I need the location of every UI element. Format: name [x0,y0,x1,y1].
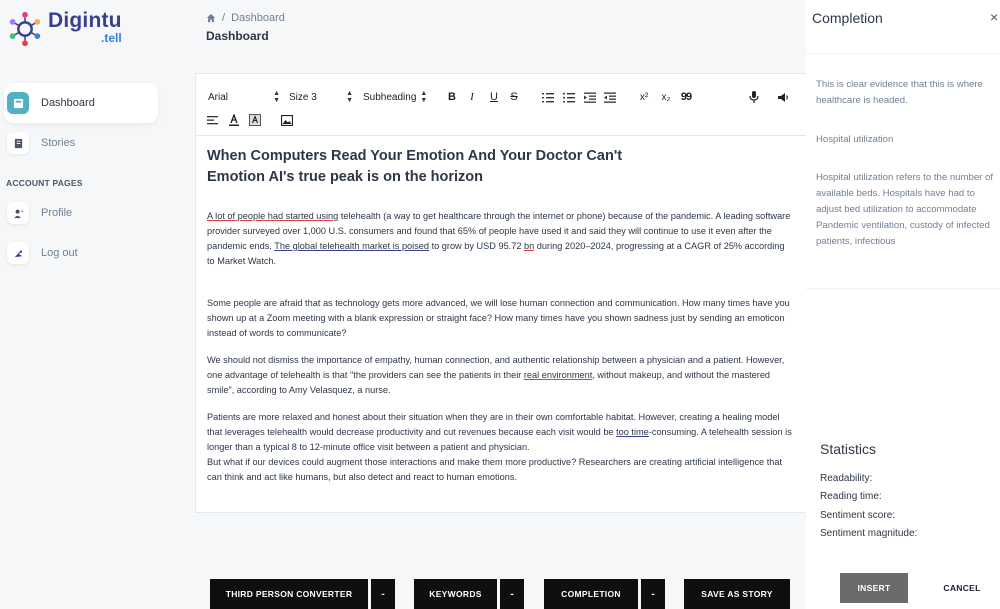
home-icon[interactable] [206,13,216,23]
align-left-icon [207,115,219,125]
completion-suggestion-1[interactable]: This is clear evidence that this is where healthcare is headed. [816,79,983,106]
stat-reading-time: Reading time: [820,491,882,502]
microphone-icon [749,91,759,103]
logout-icon [7,242,29,264]
completion-group [544,579,665,609]
profile-icon [7,202,29,224]
section-label-account: ACCOUNT PAGES [6,178,83,188]
select-caret-icon: ▲ ▼ [420,90,428,104]
logo[interactable] [6,10,122,48]
bullet-list-icon [563,92,575,103]
sidebar-item-label: Dashboard [41,97,95,109]
statistics-title: Statistics [820,441,877,457]
sidebar-item-profile[interactable] [4,193,158,233]
strikethrough-button[interactable]: S [510,91,518,103]
text-span: during 2020–2024, progressing at a CAGR of 25% according to Market Watch. [207,241,785,266]
spelling-flag[interactable]: bn [524,241,535,251]
indent-icon [584,92,596,103]
stat-readability: Readability: [820,473,873,484]
dashboard-icon [7,92,29,114]
completion-panel [806,0,1000,609]
bold-button[interactable]: B [448,91,456,103]
sidebar-item-label: Profile [41,207,73,219]
highlight-icon [249,114,261,126]
text-color-icon [228,114,240,126]
text-span: , without makeup, and without the mastered smile", according to Amy Velasquez, a nurse. [207,370,771,395]
close-icon[interactable]: × [990,9,999,25]
completion-toggle-button[interactable]: - [641,579,665,609]
logo-text [48,10,122,44]
outdent-icon [604,92,616,103]
bullet-list-button[interactable] [561,89,577,105]
cancel-button[interactable]: CANCEL [943,583,981,593]
third-person-converter-button[interactable]: THIRD PERSON CONVERTER [210,579,368,609]
editor-toolbar [196,74,806,136]
paragraph-3 [207,353,794,398]
text-span: We should not dismiss the importance of empathy, human connection, and authentic relationship between a physician and a patient. However, one advantage of telehealth is that "the providers can see the patients in their [207,355,785,380]
paragraph-1 [207,209,794,269]
third-person-group [210,579,395,609]
story-heading-line1: When Computers Read Your Emotion And Your Doctor Can't [207,148,623,164]
select-caret-icon: ▲ ▼ [346,90,353,104]
spelling-flag[interactable]: A lot of people had started using [207,211,339,221]
breadcrumb [206,12,285,24]
font-select[interactable] [208,88,280,106]
panel-divider [806,288,1000,289]
ordered-list-button[interactable] [540,89,556,105]
speaker-button[interactable] [776,89,792,105]
completion-button[interactable]: COMPLETION [544,579,638,609]
stat-sentiment-score: Sentiment score: [820,510,896,521]
save-story-group [684,579,790,609]
grammar-flag[interactable]: The global telehealth market is poised [274,241,430,251]
ordered-list-icon [542,92,554,103]
keywords-toggle-button[interactable]: - [500,579,524,609]
logo-mark-icon [6,10,44,48]
panel-divider [806,53,1000,54]
breadcrumb-separator: / [222,12,226,24]
story-heading-line2: Emotion AI's true peak is on the horizon [207,169,484,185]
italic-button[interactable]: I [470,91,474,103]
rich-text-editor[interactable] [195,73,807,513]
sidebar [0,0,165,609]
save-as-story-button[interactable]: SAVE AS STORY [684,579,790,609]
outdent-button[interactable] [602,89,618,105]
sidebar-item-label: Log out [41,247,78,259]
sidebar-item-stories[interactable] [4,123,158,163]
text-span: -consuming. A telehealth session is longer than a typical 8 to 12-minute office visit between a patient and physician. [207,427,792,452]
font-select-value: Arial [208,91,229,103]
superscript-button[interactable]: x² [639,91,649,103]
quote-button[interactable]: 99 [680,91,692,103]
third-person-toggle-button[interactable]: - [371,579,395,609]
speaker-icon [778,92,790,103]
breadcrumb-current[interactable]: Dashboard [231,12,285,24]
text-span: to grow by USD 95.72 [429,241,524,251]
subscript-button[interactable]: x₂ [661,91,671,103]
size-select-value: Size 3 [289,91,317,103]
stories-icon [7,132,29,154]
editor-content[interactable] [196,136,806,485]
style-select-value: Subheading [363,91,417,103]
completion-suggestion-2[interactable]: Hospital utilization [816,134,894,145]
underline-button[interactable]: U [490,91,498,103]
highlight-button[interactable] [247,112,263,128]
insert-image-button[interactable] [279,112,295,128]
size-select[interactable] [289,88,353,106]
completion-suggestion-3[interactable]: Hospital utilization refers to the number of available beds. Hospitals have had to adjust bed utilization to accommodate Pandemic ventilation, custody of infected patients, infectious [816,172,994,247]
text-span: Patients are more relaxed and honest about their situation when they are in their own comfortable habitat. However, creating a healing model that leverages telehealth would decrease productivity and cut revenues because each visit would be [207,412,780,437]
page-title: Dashboard [206,29,269,43]
text-span: But what if our devices could augment those interactions and make them more productive? Researchers are creating artificial intelligence that can think and act like humans, but also detect and react to human emotions. [207,457,783,482]
sidebar-item-dashboard[interactable] [4,83,158,123]
panel-title: Completion [812,10,883,26]
grammar-flag[interactable]: too time [616,427,649,437]
image-icon [281,115,293,126]
align-left-button[interactable] [205,112,221,128]
text-color-button[interactable] [226,112,242,128]
spelling-flag[interactable]: real environment [523,370,593,380]
stat-sentiment-magnitude: Sentiment magnitude: [820,528,918,539]
logo-name: Digintu [48,9,122,32]
microphone-button[interactable] [746,89,762,105]
paragraph-2: Some people are afraid that as technology gets more advanced, we will lose human connection and communication. How many times have you shown up at a Zoom meeting with a blank expression or straight face? How many times have you shown sadness just by sending an emoticon instead of words to communicate? [207,298,790,338]
keywords-button[interactable]: KEYWORDS [414,579,497,609]
indent-button[interactable] [582,89,598,105]
logo-sub: .tell [101,31,122,45]
paragraph-4 [207,410,794,485]
select-caret-icon: ▲ ▼ [273,90,280,104]
text-span: telehealth (a way to get healthcare through the internet or phone) because of the pandemic. A leading software provider surveyed over 1,000 U.S. consumers and found that 65% of people have used it and said they will continue to use it even after the pandemic ends. [207,211,791,251]
sidebar-item-label: Stories [41,137,76,149]
insert-button[interactable]: INSERT [840,573,908,603]
keywords-group [414,579,524,609]
sidebar-item-logout[interactable] [4,233,158,273]
style-select[interactable] [363,88,427,106]
